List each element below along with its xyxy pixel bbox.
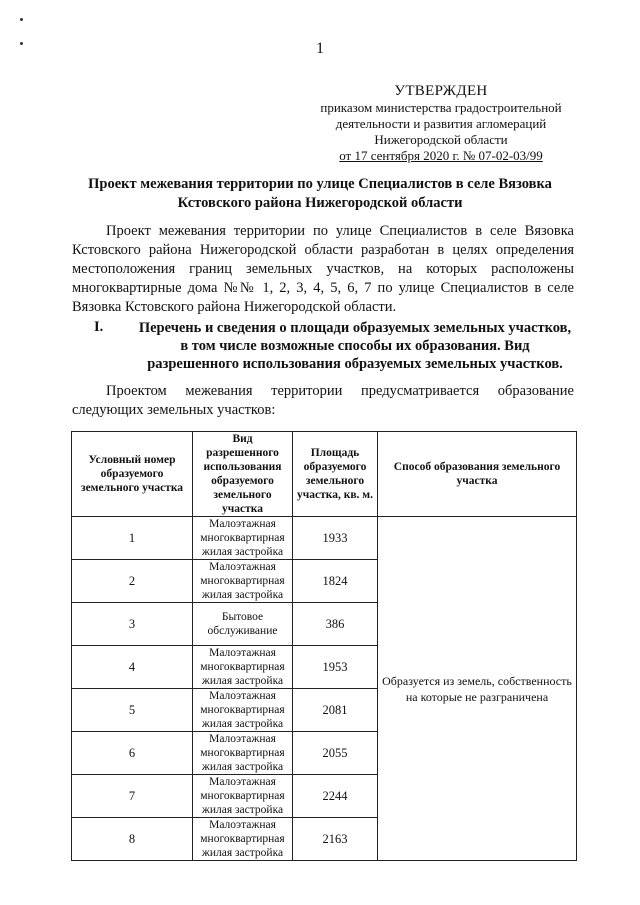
plot-use: Малоэтажная многоквартирная жилая застройка bbox=[193, 818, 293, 861]
table-header-row bbox=[72, 432, 577, 517]
plot-area: 1824 bbox=[293, 560, 378, 603]
section-title: Перечень и сведения о площади образуемых земельных участков, в том числе возможные способы их образования. Вид разрешенного использования образуемых земельных участков. bbox=[138, 320, 572, 372]
approval-line: деятельности и развития агломераций bbox=[335, 116, 547, 131]
approval-date-number: от 17 сентября 2020 г. № 07-02-03/99 bbox=[339, 148, 543, 163]
plot-area: 2081 bbox=[293, 689, 378, 732]
header-formation-method: Способ образования земельного участка bbox=[378, 432, 577, 517]
plot-number: 6 bbox=[72, 732, 193, 775]
plot-use: Малоэтажная многоквартирная жилая застройка bbox=[193, 775, 293, 818]
page-number: 1 bbox=[316, 40, 324, 57]
plots-table bbox=[71, 431, 577, 861]
plot-number: 3 bbox=[72, 603, 193, 646]
plot-use: Малоэтажная многоквартирная жилая застройка bbox=[193, 560, 293, 603]
approval-line: Нижегородской области bbox=[374, 132, 508, 147]
header-plot-number: Условный номер образуемого земельного участка bbox=[72, 432, 193, 517]
plot-area: 2055 bbox=[293, 732, 378, 775]
plot-use: Малоэтажная многоквартирная жилая застройка bbox=[193, 732, 293, 775]
plot-use: Бытовое обслуживание bbox=[193, 603, 293, 646]
approval-block bbox=[310, 82, 572, 164]
plot-number: 5 bbox=[72, 689, 193, 732]
header-permitted-use: Вид разрешенного использования образуемого земельного участка bbox=[193, 432, 293, 517]
plot-number: 2 bbox=[72, 560, 193, 603]
plot-number: 4 bbox=[72, 646, 193, 689]
approval-title: УТВЕРЖДЕН bbox=[394, 83, 488, 99]
plot-area: 1953 bbox=[293, 646, 378, 689]
scan-mark-dot bbox=[20, 18, 23, 21]
plot-number: 8 bbox=[72, 818, 193, 861]
plot-number: 1 bbox=[72, 517, 193, 560]
intro-paragraph: Проект межевания территории по улице Специалистов в селе Вязовка Кстовского района Нижегородской области разработан в целях определения местоположения границ земельных участков, на которых расположены многоквартирные дома №№ 1, 2, 3, 4, 5, 6, 7 по улице Специалистов в селе Вязовка Кстовского района Нижегородской области. bbox=[72, 223, 574, 315]
plot-use: Малоэтажная многоквартирная жилая застройка bbox=[193, 689, 293, 732]
plot-area: 1933 bbox=[293, 517, 378, 560]
plot-area: 2244 bbox=[293, 775, 378, 818]
formation-method: Образуется из земель, собственность на которые не разграничена bbox=[378, 517, 577, 861]
plot-use: Малоэтажная многоквартирная жилая застройка bbox=[193, 646, 293, 689]
approval-line: приказом министерства градостроительной bbox=[320, 100, 562, 115]
document-title: Проект межевания территории по улице Специалистов в селе Вязовка Кстовского района Нижегородской области bbox=[88, 176, 552, 211]
section-number: I. bbox=[94, 319, 104, 335]
plot-area: 386 bbox=[293, 603, 378, 646]
plot-use: Малоэтажная многоквартирная жилая застройка bbox=[193, 517, 293, 560]
table-row bbox=[72, 517, 577, 560]
plot-area: 2163 bbox=[293, 818, 378, 861]
header-area: Площадь образуемого земельного участка, кв. м. bbox=[293, 432, 378, 517]
plot-number: 7 bbox=[72, 775, 193, 818]
section-paragraph: Проектом межевания территории предусматривается образование следующих земельных участков: bbox=[72, 383, 574, 418]
